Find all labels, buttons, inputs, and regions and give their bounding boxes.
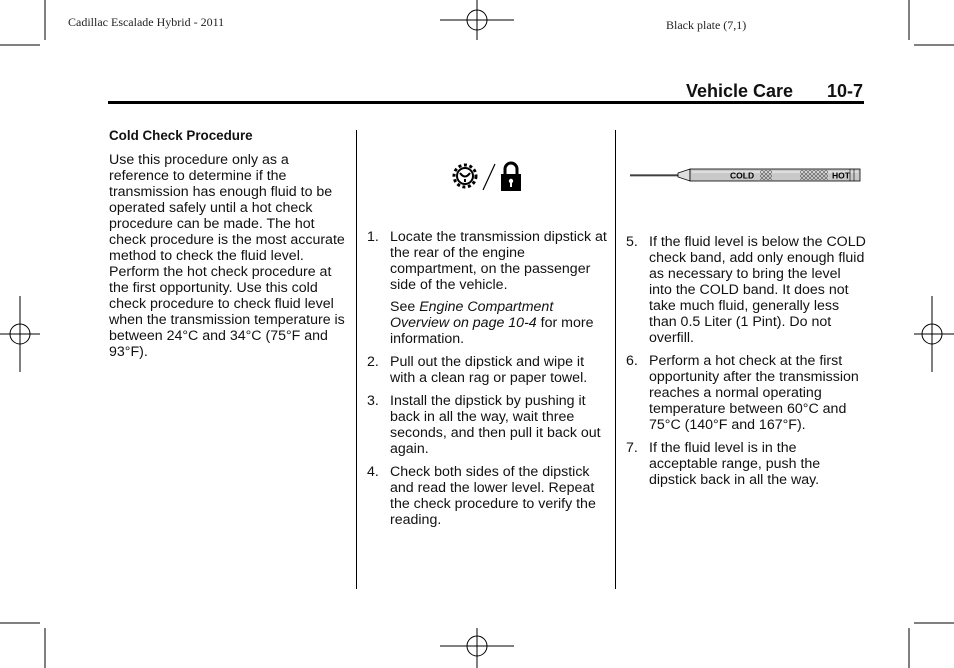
- step-number: 2.: [367, 354, 379, 370]
- symbol-group: [449, 160, 525, 194]
- step-item: [626, 353, 866, 433]
- plate-info-left: Cadillac Escalade Hybrid - 2011: [68, 15, 225, 29]
- step-number: 1.: [367, 229, 379, 245]
- see-suffix: for more information.: [390, 315, 594, 347]
- cold-band-label: COLD: [730, 170, 755, 181]
- slash-divider: [483, 164, 495, 190]
- step-text: Install the dipstick by pushing it back in all the way, wait three seconds, and then pull it back out again.: [390, 393, 601, 457]
- step-text: If the fluid level is in the acceptable range, push the dipstick back in all the way.: [649, 440, 821, 488]
- step-text: If the fluid level is below the COLD check band, add only enough fluid as necessary to bring the level into the COLD band. It does not take much fluid, generally less than 0.5 Liter (1 Pint). Do not overfill.: [649, 234, 866, 346]
- section-heading: Cold Check Procedure: [109, 128, 253, 143]
- column-divider-1: [356, 130, 357, 589]
- step-text: Pull out the dipstick and wipe it with a clean rag or paper towel.: [390, 354, 588, 386]
- dipstick-illustration: [628, 164, 864, 186]
- see-label: See: [390, 299, 416, 315]
- intro-paragraph: Use this procedure only as a reference to determine if the transmission has enough fluid to be operated safely until a hot check procedure can be made. The hot check procedure is the most accurate method to check the fluid level. Perform the hot check procedure at the first opportunity. Use this cold check procedure to check fluid level when the transmission temperature is between 24°C and 34°C (75°F and 93°F).: [109, 152, 345, 360]
- header-rule: [108, 101, 864, 104]
- step-text: Locate the transmission dipstick at the rear of the engine compartment, on the passenger side of the vehicle.: [390, 229, 607, 293]
- see-reference: [390, 299, 607, 347]
- step-number: 6.: [626, 353, 638, 369]
- cross-reference-link[interactable]: Engine Compartment Overview on page 10‑4: [390, 299, 554, 331]
- step-number: 7.: [626, 440, 638, 456]
- section-title: Vehicle Care: [686, 81, 794, 101]
- step-item: [367, 229, 607, 347]
- step-number: 5.: [626, 234, 638, 250]
- page-number: 10-7: [827, 81, 864, 101]
- step-number: 3.: [367, 393, 379, 409]
- steps-list-1: [367, 229, 607, 535]
- hot-band-label: HOT: [832, 170, 850, 181]
- gear-icon: [454, 165, 476, 187]
- step-item: [626, 440, 866, 488]
- column-1: [109, 128, 349, 360]
- step-text: Perform a hot check at the first opportunity after the transmission reaches a normal operating temperature between 60°C and 75°C (140°F and 167°F).: [649, 353, 859, 433]
- lock-icon: [501, 163, 521, 191]
- step-text: Check both sides of the dipstick and read the lower level. Repeat the check procedure to verify the reading.: [390, 464, 596, 528]
- step-item: [367, 354, 607, 386]
- step-item: [367, 393, 607, 457]
- step-item: [367, 464, 607, 528]
- plate-info-right: Black plate (7,1): [666, 18, 747, 32]
- steps-list-2: [626, 234, 866, 495]
- column-divider-2: [615, 130, 616, 589]
- step-item: [626, 234, 866, 346]
- step-number: 4.: [367, 464, 379, 480]
